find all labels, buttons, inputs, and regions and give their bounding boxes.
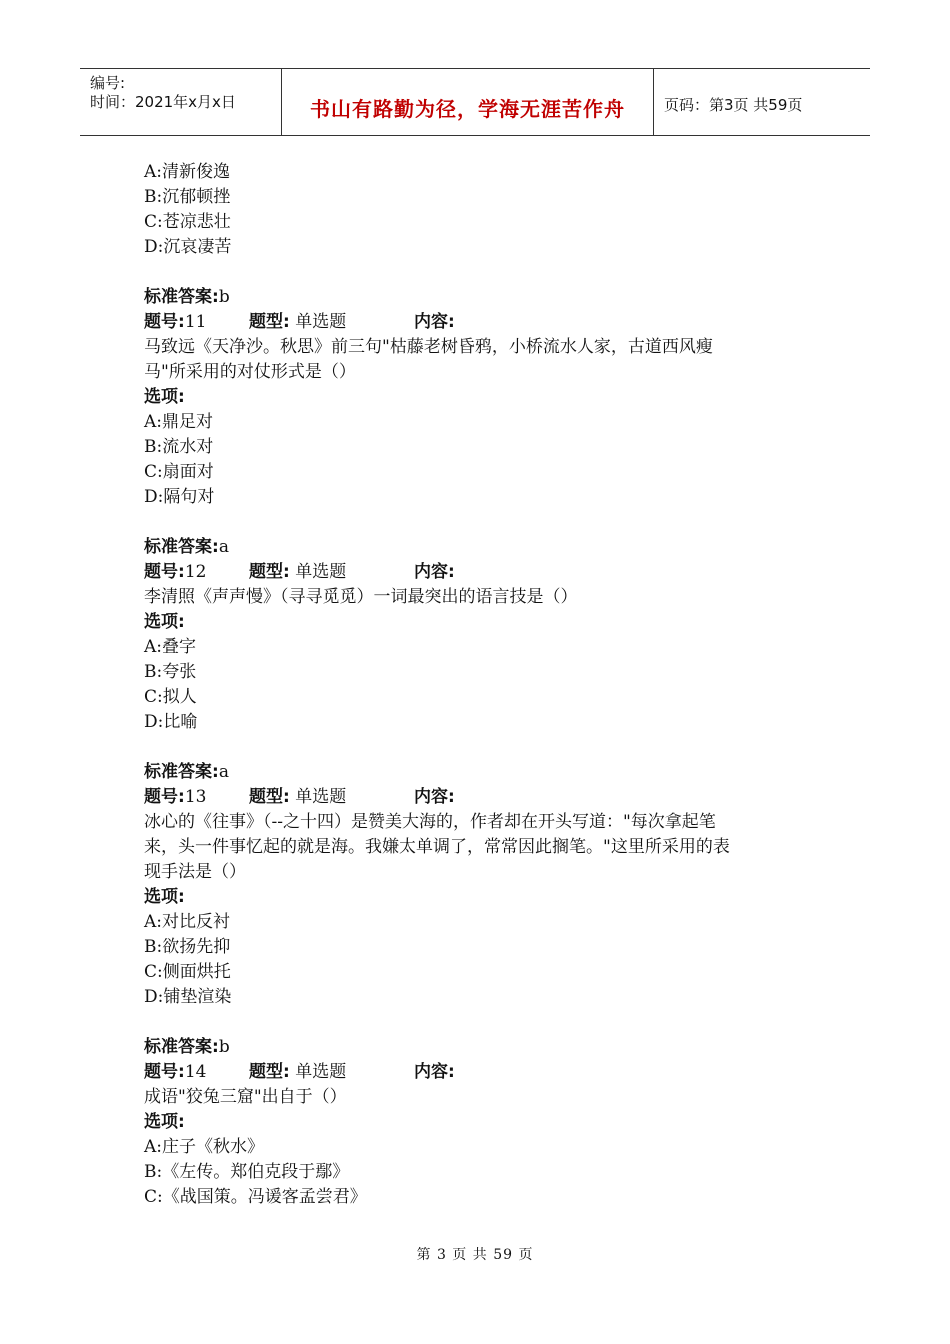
question-type-label: 题型:: [249, 312, 290, 332]
question-type-label: 题型:: [249, 562, 290, 582]
answer-label: 标准答案:: [144, 537, 219, 557]
spacer: [144, 735, 824, 760]
header-motto: 书山有路勤为径，学海无涯苦作舟: [310, 97, 625, 121]
option-line: B:欲扬先抑: [144, 937, 231, 957]
option-line: A:庄子《秋水》: [144, 1137, 265, 1157]
question-number: 14: [184, 1062, 207, 1082]
answer-line: [144, 285, 824, 310]
question-number-label: 题号:: [144, 1062, 185, 1082]
answer-label: 标准答案:: [144, 1037, 219, 1057]
answer-line: [144, 760, 824, 785]
question-number-label: 题号:: [144, 787, 185, 807]
option-line: C:扇面对: [144, 462, 214, 482]
question-header: [144, 1060, 824, 1085]
question-text: 成语"狡兔三窟"出自于（）: [144, 1087, 347, 1107]
question-number-label: 题号:: [144, 312, 185, 332]
header-page-number: 页码：第3页 共59页: [664, 96, 803, 114]
doc-time-label: 时间：2021年x月x日: [90, 93, 236, 111]
question-text: 马致远《天净沙。秋思》前三句"枯藤老树昏鸦，小桥流水人家，古道西风瘦: [144, 337, 713, 357]
question-header: [144, 310, 824, 335]
option-line: B:流水对: [144, 437, 214, 457]
questions-container: [144, 310, 824, 1210]
page-footer: 第 3 页 共 59 页: [416, 1247, 534, 1263]
question-text: 冰心的《往事》（--之十四）是赞美大海的，作者却在开头写道："每次拿起笔: [144, 812, 716, 832]
option-line: A:清新俊逸: [144, 162, 231, 182]
option-line: B:夸张: [144, 662, 197, 682]
question-number: 13: [184, 787, 207, 807]
option-line: D:铺垫渲染: [144, 987, 232, 1007]
options-label: 选项:: [144, 887, 185, 907]
options-label: 选项:: [144, 612, 185, 632]
question-header: [144, 785, 824, 810]
answer-label: 标准答案:: [144, 287, 219, 307]
option-line: C:拟人: [144, 687, 197, 707]
question-content-label: 内容:: [414, 562, 455, 582]
answer-value: a: [218, 537, 229, 557]
option-line: D:沉哀凄苦: [144, 237, 232, 257]
option-line: C:《战国策。冯谖客孟尝君》: [144, 1187, 367, 1207]
answer-value: a: [218, 762, 229, 782]
question-content-label: 内容:: [414, 787, 455, 807]
answer-line: [144, 1035, 824, 1060]
page-header: [80, 68, 870, 136]
option-line: D:隔句对: [144, 487, 215, 507]
question-content-label: 内容:: [414, 1062, 455, 1082]
question-type: 单选题: [295, 787, 347, 807]
option-line: A:对比反衬: [144, 912, 231, 932]
spacer: [144, 510, 824, 535]
option-line: B:沉郁顿挫: [144, 187, 231, 207]
answer-value: b: [218, 1037, 230, 1057]
header-meta: [80, 69, 282, 135]
question-header: [144, 560, 824, 585]
question-content-label: 内容:: [414, 312, 455, 332]
question-type: 单选题: [295, 1062, 347, 1082]
doc-number-label: 编号:: [90, 74, 126, 92]
question-type-label: 题型:: [249, 787, 290, 807]
header-motto-cell: [282, 69, 654, 135]
question-type-label: 题型:: [249, 1062, 290, 1082]
answer-value: b: [218, 287, 230, 307]
answer-label: 标准答案:: [144, 762, 219, 782]
option-line: A:鼎足对: [144, 412, 214, 432]
question-list: [144, 160, 824, 1210]
options-label: 选项:: [144, 1112, 185, 1132]
spacer: [144, 260, 824, 285]
header-page-cell: [654, 69, 870, 135]
option-line: D:比喻: [144, 712, 198, 732]
question-number-label: 题号:: [144, 562, 185, 582]
question-text: 来，头一件事忆起的就是海。我嫌太单调了，常常因此搁笔。"这里所采用的表: [144, 837, 730, 857]
option-line: C:侧面烘托: [144, 962, 231, 982]
question-number: 11: [184, 312, 207, 332]
option-line: C:苍凉悲壮: [144, 212, 231, 232]
question-text: 马"所采用的对仗形式是（）: [144, 362, 356, 382]
question-type: 单选题: [295, 312, 347, 332]
question-number: 12: [184, 562, 207, 582]
question-type: 单选题: [295, 562, 347, 582]
question-text: 李清照《声声慢》（寻寻觅觅）一词最突出的语言技是（）: [144, 587, 578, 607]
option-line: A:叠字: [144, 637, 197, 657]
spacer: [144, 1010, 824, 1035]
option-line: B:《左传。郑伯克段于鄢》: [144, 1162, 350, 1182]
question-text: 现手法是（）: [144, 862, 246, 882]
answer-line: [144, 535, 824, 560]
options-label: 选项:: [144, 387, 185, 407]
